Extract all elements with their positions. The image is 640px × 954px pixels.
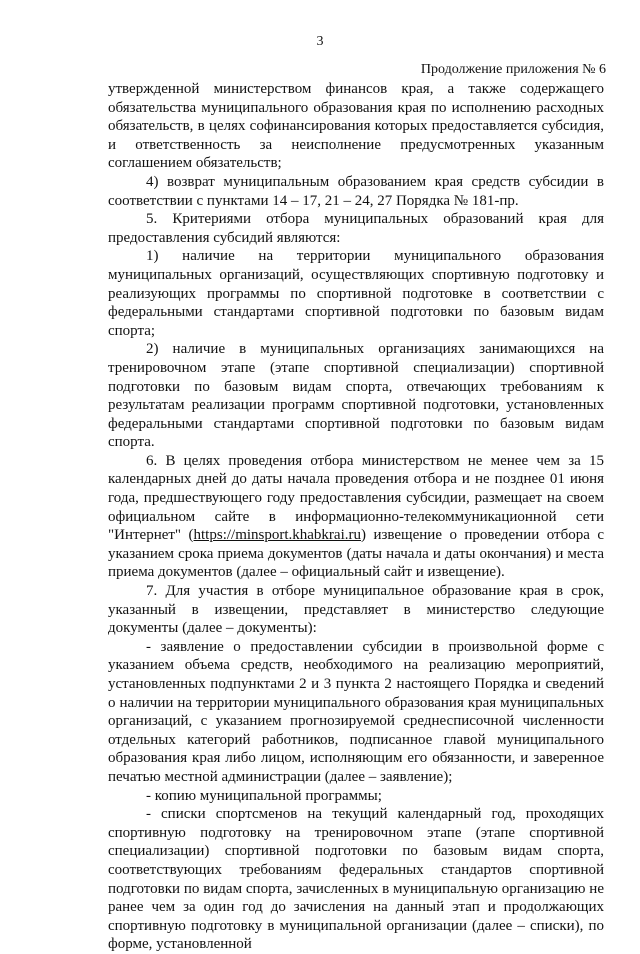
paragraph-criterion-2: 2) наличие в муниципальных организациях занимающихся на тренировочном этапе (этапе спортивной специализации) спортивной подготовки по базовым видам спорта, отвечающих требованиям к результатам реализации программ спортивной подготовки, установленных федеральными стандартами спортивной подготовки по базовым видам спорта. [108, 341, 604, 451]
clause-6-text-start: 6. В целях проведения отбора министерством не менее чем за 15 календарных дней до даты начала проведения отбора и не позднее 01 июня года, предшествующего году предоставления субсидии, размещает на своем официальном сайте в информационно-телекоммуникационной сети "Интернет" ( [108, 452, 604, 544]
paragraph-application: - заявление о предоставлении субсидии в произвольной форме с указанием объема средств, необходимого на реализацию мероприятий, установленных подпунктами 2 и 3 пункта 2 настоящего Порядка и сведений о наличии на территории муниципального образования края муниципальных организаций, с указанием прогнозируемой среднесписочной численности отдельных категорий работников, подписанное главой муниципального образования края либо лицом, исполняющим его обязанности, и заверенное печатью местной администрации (далее – заявление); [108, 638, 604, 785]
paragraph-clause-6 [108, 452, 604, 582]
paragraph-continuation: утвержденной министерством финансов края, а также содержащего обязательства муниципального образования края по исполнению расходных обязательств, в целях софинансирования которых предоставляется субсидия, и ответственность за неисполнение предусмотренных указанным соглашением обязательств; [108, 81, 604, 172]
continuation-note: Продолжение приложения № 6 [420, 62, 606, 77]
paragraph-item-4: 4) возврат муниципальным образованием края средств субсидии в соответствии с пунктами 14 – 17, 21 – 24, 27 Порядка № 181-пр. [108, 173, 604, 209]
clause-6-text-end: ) извещение о проведении отбора с указанием срока приема документов (даты начала и даты окончания) и места приема документов (далее – официальный сайт и извещение). [108, 527, 604, 581]
page-number: 3 [316, 34, 324, 49]
paragraph-clause-7: 7. Для участия в отборе муниципальное образование края в срок, указанный в извещении, представляет в министерство следующие документы (далее – документы): [108, 583, 604, 637]
paragraph-criterion-1: 1) наличие на территории муниципального образования муниципальных организаций, осуществляющих спортивную подготовку и реализующих программы по спортивной подготовке в соответствии с федеральными стандартами спортивной подготовки по базовым видам спорта; [108, 248, 604, 339]
paragraph-athlete-lists: - списки спортсменов на текущий календарный год, проходящих спортивную подготовку на тренировочном этапе (этапе спортивной специализации) спортивной подготовки по базовым видам спорта, соответствующих требованиям федеральных стандартов спортивной подготовки по видам спорта, зачисленных в муниципальную организацию не ранее чем за один год до зачисления на данный этап и продолжающих спортивную подготовку в муниципальной организации (далее – списки), по форме, установленной [108, 806, 604, 953]
paragraph-program-copy: - копию муниципальной программы; [146, 787, 382, 804]
paragraph-clause-5: 5. Критериями отбора муниципальных образований края для предоставления субсидий являются: [108, 211, 604, 246]
official-site-link[interactable]: https://minsport.khabkrai.ru [193, 527, 361, 544]
document-body [108, 80, 604, 954]
